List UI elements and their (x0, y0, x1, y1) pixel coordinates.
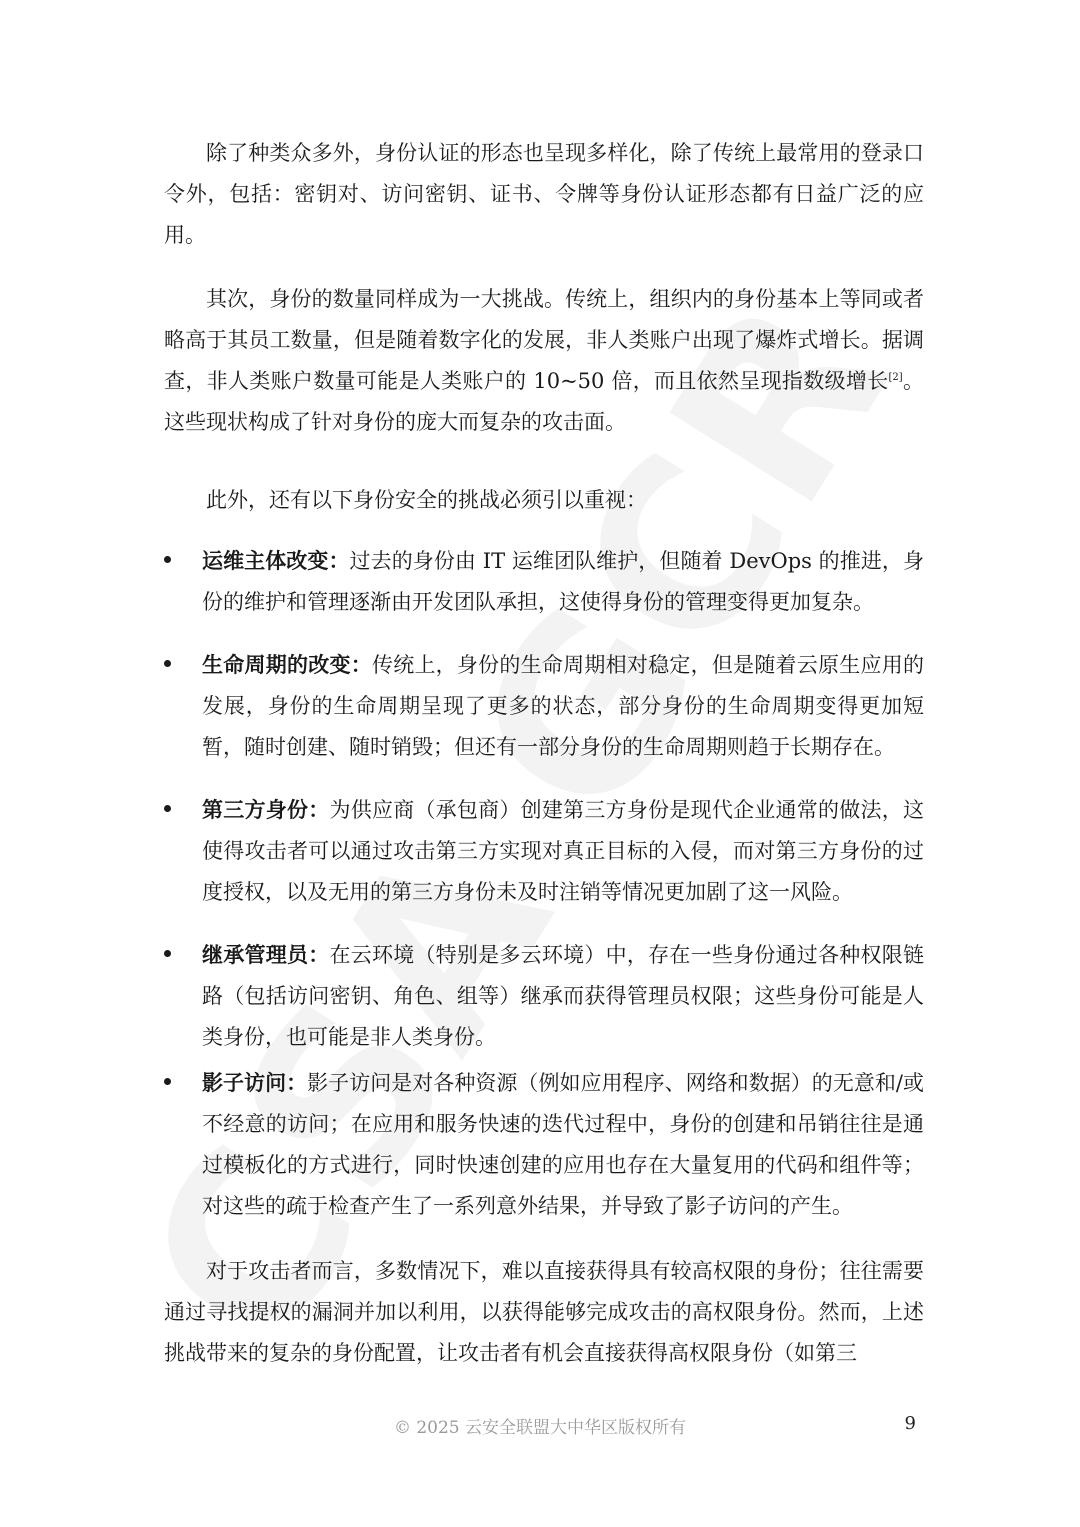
bullet-term: 继承管理员： (202, 942, 330, 967)
bullet-term: 第三方身份： (202, 797, 330, 822)
paragraph-attacker: 对于攻击者而言，多数情况下，难以直接获得具有较高权限的身份；往往需要通过寻找提权的漏洞并加以利用，以获得能够完成攻击的高权限身份。然而，上述挑战带来的复杂的身份配置，让攻击者有机会直接获得高权限身份（如第三 (164, 1259, 924, 1365)
paragraph-identity-count-text: 其次，身份的数量同样成为一大挑战。传统上，组织内的身份基本上等同或者略高于其员工数量，但是随着数字化的发展，非人类账户出现了爆炸式增长。据调查，非人类账户数量可能是人类账户的 10~50 倍，而且依然呈现指数级增长 (164, 287, 924, 393)
bullet-dot-icon (164, 556, 171, 563)
bullet-term: 生命周期的改变： (202, 652, 372, 677)
bullet-text: 传统上，身份的生命周期相对稳定，但是随着云原生应用的发展，身份的生命周期呈现了更多的状态，部分身份的生命周期变得更加短暂，随时创建、随时销毁；但还有一部分身份的生命周期则趋于长期存在。 (202, 653, 925, 759)
list-item (164, 1062, 924, 1227)
bullet-text: 为供应商（承包商）创建第三方身份是现代企业通常的做法，这使得攻击者可以通过攻击第三方实现对真正目标的入侵，而对第三方身份的过度授权，以及无用的第三方身份未及时注销等情况更加剧了这一风险。 (202, 798, 925, 904)
bullet-dot-icon (164, 1078, 171, 1085)
bullet-dot-icon (164, 660, 171, 667)
bullet-text: 影子访问是对各种资源（例如应用程序、网络和数据）的无意和/或不经意的访问；在应用和服务快速的迭代过程中，身份的创建和吊销往往是通过模板化的方式进行，同时快速创建的应用也存在大量复用的代码和组件等；对这些的疏于检查产生了一系列意外结果，并导致了影子访问的产生。 (202, 1071, 924, 1218)
paragraph-identity-count (164, 279, 924, 443)
page-footer (0, 1413, 1080, 1443)
bullet-text: 过去的身份由 IT 运维团队维护，但随着 DevOps 的推进，身份的维护和管理逐渐由开发团队承担，这使得身份的管理变得更加复杂。 (202, 549, 924, 614)
footer-copyright: © 2025 云安全联盟大中华区版权所有 (393, 1418, 687, 1438)
bullet-dot-icon (164, 805, 171, 812)
bullet-term: 影子访问： (202, 1070, 308, 1095)
list-item (164, 934, 924, 1058)
bullet-term: 运维主体改变： (202, 548, 350, 573)
list-item (164, 789, 924, 913)
citation-ref[interactable]: [2] (888, 372, 903, 383)
paragraph-identity-count-tail: 。这些现状构成了针对身份的庞大而复杂的攻击面。 (164, 369, 925, 434)
paragraph-auth-forms: 除了种类众多外，身份认证的形态也呈现多样化，除了传统上最常用的登录口令外，包括：密钥对、访问密钥、证书、令牌等身份认证形态都有日益广泛的应用。 (164, 141, 924, 247)
list-item (164, 540, 924, 623)
page-number: 9 (904, 1413, 916, 1434)
paragraph-challenges-intro: 此外，还有以下身份安全的挑战必须引以重视： (206, 488, 647, 512)
list-item (164, 644, 924, 768)
bullet-dot-icon (164, 950, 171, 957)
bullet-text: 在云环境（特别是多云环境）中，存在一些身份通过各种权限链路（包括访问密钥、角色、组等）继承而获得管理员权限；这些身份可能是人类身份，也可能是非人类身份。 (202, 943, 925, 1049)
